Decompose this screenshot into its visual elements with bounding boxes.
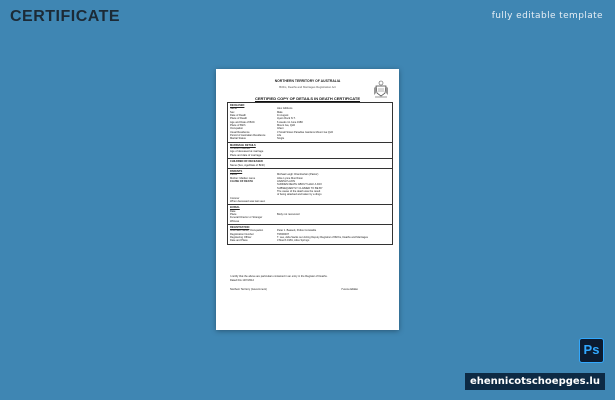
field-label: Sex xyxy=(230,110,235,114)
field-label: CAUSE OF DEATH xyxy=(230,179,253,183)
field-label: Name xyxy=(230,107,237,111)
field-value: Peter J. Bassett, Police Constable xyxy=(277,229,317,233)
field-label: Date and Place xyxy=(230,239,248,243)
field-label: DECEASED xyxy=(230,104,245,107)
field-label: Place and date of marriage xyxy=(230,153,262,157)
field-value: 3 March 1981, Alice Springs xyxy=(277,239,310,243)
office-line: Births, Deaths and Marriages Registration Act xyxy=(279,85,336,89)
field-label: BURIAL xyxy=(230,206,240,210)
field-value xyxy=(277,154,390,157)
table-row xyxy=(230,220,390,223)
field-label: Registration Number xyxy=(230,232,254,236)
field-value: The cause of the death was the result xyxy=(277,189,321,193)
field-label: Age of deceased at marriage xyxy=(230,150,264,154)
field-value: Life xyxy=(277,134,282,138)
field-label: Informant Name, Occupation xyxy=(230,229,264,233)
signatory-right: Yvonne Eltikko xyxy=(340,288,358,291)
certification-statement xyxy=(230,275,390,282)
field-value: Male xyxy=(277,110,283,114)
table-section xyxy=(228,103,392,143)
brand-title: CERTIFICATE xyxy=(10,8,121,25)
table-section xyxy=(228,169,392,205)
field-value: Alice Lynne Murchison xyxy=(277,176,303,180)
field-value: Single xyxy=(277,137,285,141)
table-section xyxy=(228,205,392,225)
certificate-document xyxy=(216,69,399,330)
field-value: Ayers Rock N.T. xyxy=(277,117,296,121)
field-label: Mother: Maiden name xyxy=(230,176,256,180)
field-label: Funeral Director or Stranger xyxy=(230,216,263,220)
field-value: TR000007 xyxy=(277,232,290,236)
field-value: Infant xyxy=(277,127,284,131)
field-label: Place of Death xyxy=(230,117,248,121)
field-label: Marital Status xyxy=(230,137,246,141)
field-value: SUDDEN DEATH ABOUT HALF A DAY xyxy=(277,183,323,187)
field-value: Body not recovered xyxy=(277,212,300,216)
field-value xyxy=(277,164,390,167)
field-value: T. Lee, Aida Sacks our Acting Deputy Registrar of Births, Deaths and Marriages xyxy=(277,236,368,240)
table-row xyxy=(230,164,390,167)
field-value: SUBSEQUENTLY CLAIMED TO BE BY xyxy=(277,186,323,190)
field-label: Father xyxy=(230,173,238,177)
field-value: Michael Leigh Chamberlain (Pastor) xyxy=(277,173,319,177)
field-label: Occupation xyxy=(230,127,244,131)
field-value: 3 Small Street Paradise Gardens Mount Isa QLD xyxy=(277,130,334,134)
table-row xyxy=(230,239,390,242)
field-label: Registering Officer xyxy=(230,236,252,240)
field-label: REGISTRATION xyxy=(230,226,250,229)
field-label: When deceased was last seen xyxy=(230,199,266,203)
table-section xyxy=(228,225,392,244)
table-section xyxy=(228,159,392,169)
website-badge: ehennicotschoepges.lu xyxy=(465,373,605,390)
signatory-left: Northern Territory (Government) xyxy=(230,288,267,291)
field-label: Date of Death xyxy=(230,114,247,118)
field-label: To whom married xyxy=(230,147,250,151)
field-label: Usual Residence xyxy=(230,130,250,134)
field-label: Name (Sex, Age/Date of Birth) xyxy=(230,163,265,167)
details-table xyxy=(227,102,393,245)
table-row xyxy=(230,137,390,140)
field-label: Place of Birth xyxy=(230,124,246,128)
tagline: fully editable template xyxy=(491,11,603,21)
photoshop-icon: Ps xyxy=(579,338,604,363)
table-section xyxy=(228,143,392,159)
field-label: Period of Australian Residence xyxy=(230,134,266,138)
field-value: Alex Gibbons xyxy=(277,107,293,111)
field-label: Age and Date of Birth xyxy=(230,120,255,124)
field-value xyxy=(277,220,390,223)
field-label: PARENTS xyxy=(230,169,243,173)
document-title: CERTIFIED COPY OF DETAILS IN DEATH CERTIFICATE xyxy=(254,96,361,101)
field-label: Place xyxy=(230,212,237,216)
authority-line: NORTHERN TERRITORY OF AUSTRALIA xyxy=(274,79,341,83)
dated-text: Dated this 13/7/2012 xyxy=(230,278,254,282)
field-value xyxy=(277,200,390,203)
field-value: ANAPHYLAXIS xyxy=(277,179,296,183)
field-value: 6 weeks 11 June 1980 xyxy=(277,120,303,124)
field-label: CHILDREN OF DECEASED xyxy=(230,160,263,164)
field-label: Witness xyxy=(230,219,240,223)
field-value: 11 August xyxy=(277,114,289,118)
certify-text: I certify that the above are particulars contained in an entry in the Register of Deaths. xyxy=(230,275,328,278)
field-label: MARRIAGE DETAILS xyxy=(230,143,256,147)
document-header xyxy=(216,79,399,89)
table-row xyxy=(230,154,390,157)
table-row xyxy=(230,200,390,203)
field-label: Coroner xyxy=(230,196,240,200)
field-value: Mount Isa, QLD xyxy=(277,124,296,128)
signatures xyxy=(230,288,390,291)
field-label: Date xyxy=(230,209,236,213)
field-value: of being attacked and taken by a dingo xyxy=(277,193,322,197)
